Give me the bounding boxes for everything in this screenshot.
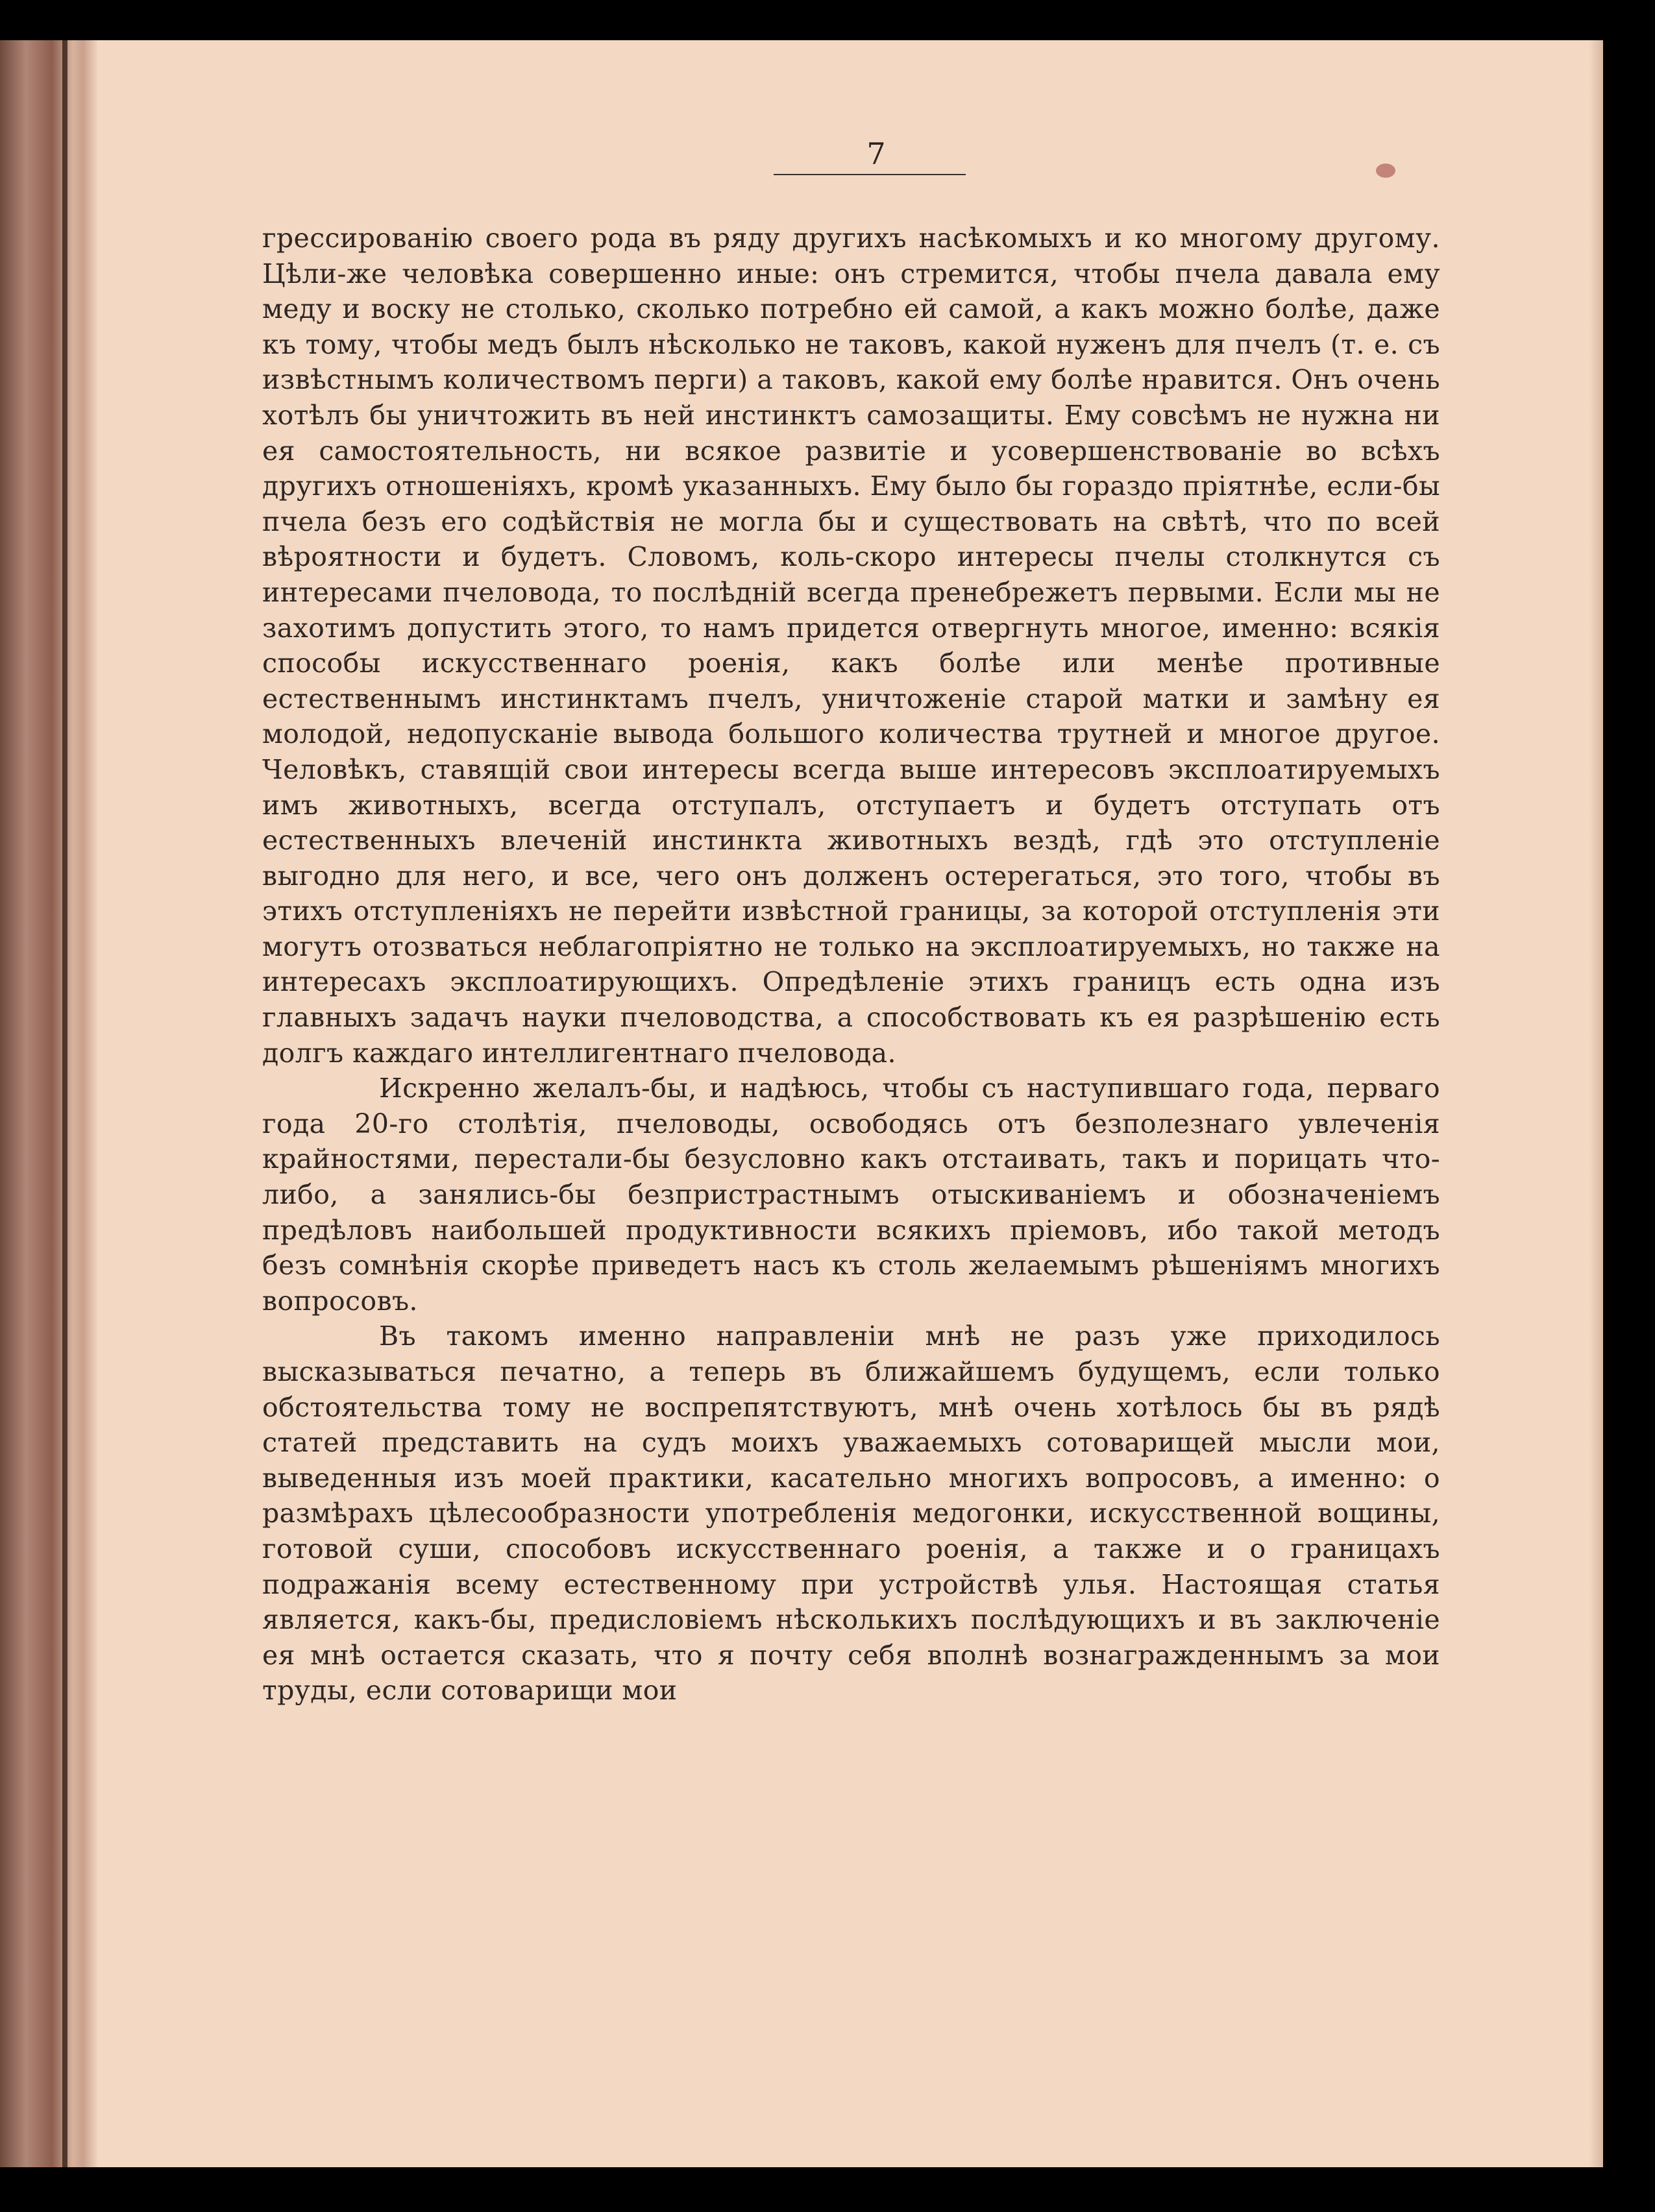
page-gutter-shadow [0, 40, 97, 2167]
page-right-edge [1589, 40, 1603, 2167]
binding-edge [62, 40, 67, 2167]
body-text [262, 221, 1440, 1708]
page-number: 7 [866, 136, 886, 171]
page-number-rule [774, 174, 966, 175]
paragraph-3: Въ такомъ именно направленіи мнѣ не разъ уже приходилось высказываться печатно, а теперь въ ближайшемъ будущемъ, если только обстоятельства тому не воспрепятствуютъ, мнѣ очень хотѣлось бы въ рядѣ статей представить на судъ моихъ уважаемыхъ сотоварищей мысли мои, выведенныя изъ моей практики, касательно многихъ вопросовъ, а именно: о размѣрахъ цѣлесообразности употребленія медогонки, искусственной вощины, готовой суши, способовъ искусственнаго роенія, а также и о границахъ подражанія всему естественному при устройствѣ улья. Настоящая статья является, какъ-бы, предисловіемъ нѣсколькихъ послѣдующихъ и въ заключеніе ея мнѣ остается сказать, что я почту себя вполнѣ вознагражденнымъ за мои труды, если сотоварищи мои [262, 1320, 1440, 1707]
page-stain [1376, 164, 1395, 178]
paragraph-1: грессированію своего рода въ ряду другихъ насѣкомыхъ и ко многому другому. Цѣли-же человѣка совершенно иные: онъ стремится, чтобы пчела давала ему меду и воску не столько, сколько потребно ей самой, а какъ можно болѣе, даже къ тому, чтобы медъ былъ нѣсколько не таковъ, какой нуженъ для пчелъ (т. е. съ извѣстнымъ количествомъ перги) а таковъ, какой ему болѣе нравится. Онъ очень хотѣлъ бы уничтожить въ ней инстинктъ самозащиты. Ему совсѣмъ не нужна ни ея самостоятельность, ни всякое развитіе и усовершенствованіе во всѣхъ другихъ отношеніяхъ, кромѣ указанныхъ. Ему было бы гораздо пріятнѣе, если-бы пчела безъ его содѣйствія не могла бы и существовать на свѣтѣ, что по всей вѣроятности и будетъ. Словомъ, коль-скоро интересы пчелы столкнутся съ интересами пчеловода, то послѣдній всегда пренебрежетъ первыми. Если мы не захотимъ допустить этого, то намъ придется отвергнуть многое, именно: всякія способы искусственнаго роенія, какъ болѣе или менѣе противные естественнымъ инстинктамъ пчелъ, уничтоженіе старой матки и замѣну ея молодой, недопусканіе вывода большого количества трутней и многое другое. Человѣкъ, ставящій свои интересы всегда выше интересовъ эксплоатируемыхъ имъ животныхъ, всегда отступалъ, отступаетъ и будетъ отступать отъ естественныхъ влеченій инстинкта животныхъ вездѣ, гдѣ это отступленіе выгодно для него, и все, чего онъ долженъ остерегаться, это того, чтобы въ этихъ отступленіяхъ не перейти извѣстной границы, за которой отступленія эти могутъ отозваться неблагопріятно не только на эксплоатируемыхъ, но также на интересахъ эксплоатирующихъ. Опредѣленіе этихъ границъ есть одна изъ главныхъ задачъ науки пчеловодства, а способствовать къ ея разрѣшенію есть долгъ каждаго интеллигентнаго пчеловода. [262, 223, 1440, 1069]
book-page [0, 40, 1603, 2167]
paragraph-2: Искренно желалъ-бы, и надѣюсь, чтобы съ наступившаго года, перваго года 20-го столѣтія, пчеловоды, освободясь отъ безполезнаго увлеченія крайностями, перестали-бы безусловно какъ отстаивать, такъ и порицать что-либо, а занялись-бы безпристрастнымъ отыскиваніемъ и обозначеніемъ предѣловъ наибольшей продуктивности всякихъ пріемовъ, ибо такой методъ безъ сомнѣнія скорѣе приведетъ насъ къ столь желаемымъ рѣшеніямъ многихъ вопросовъ. [262, 1073, 1440, 1317]
